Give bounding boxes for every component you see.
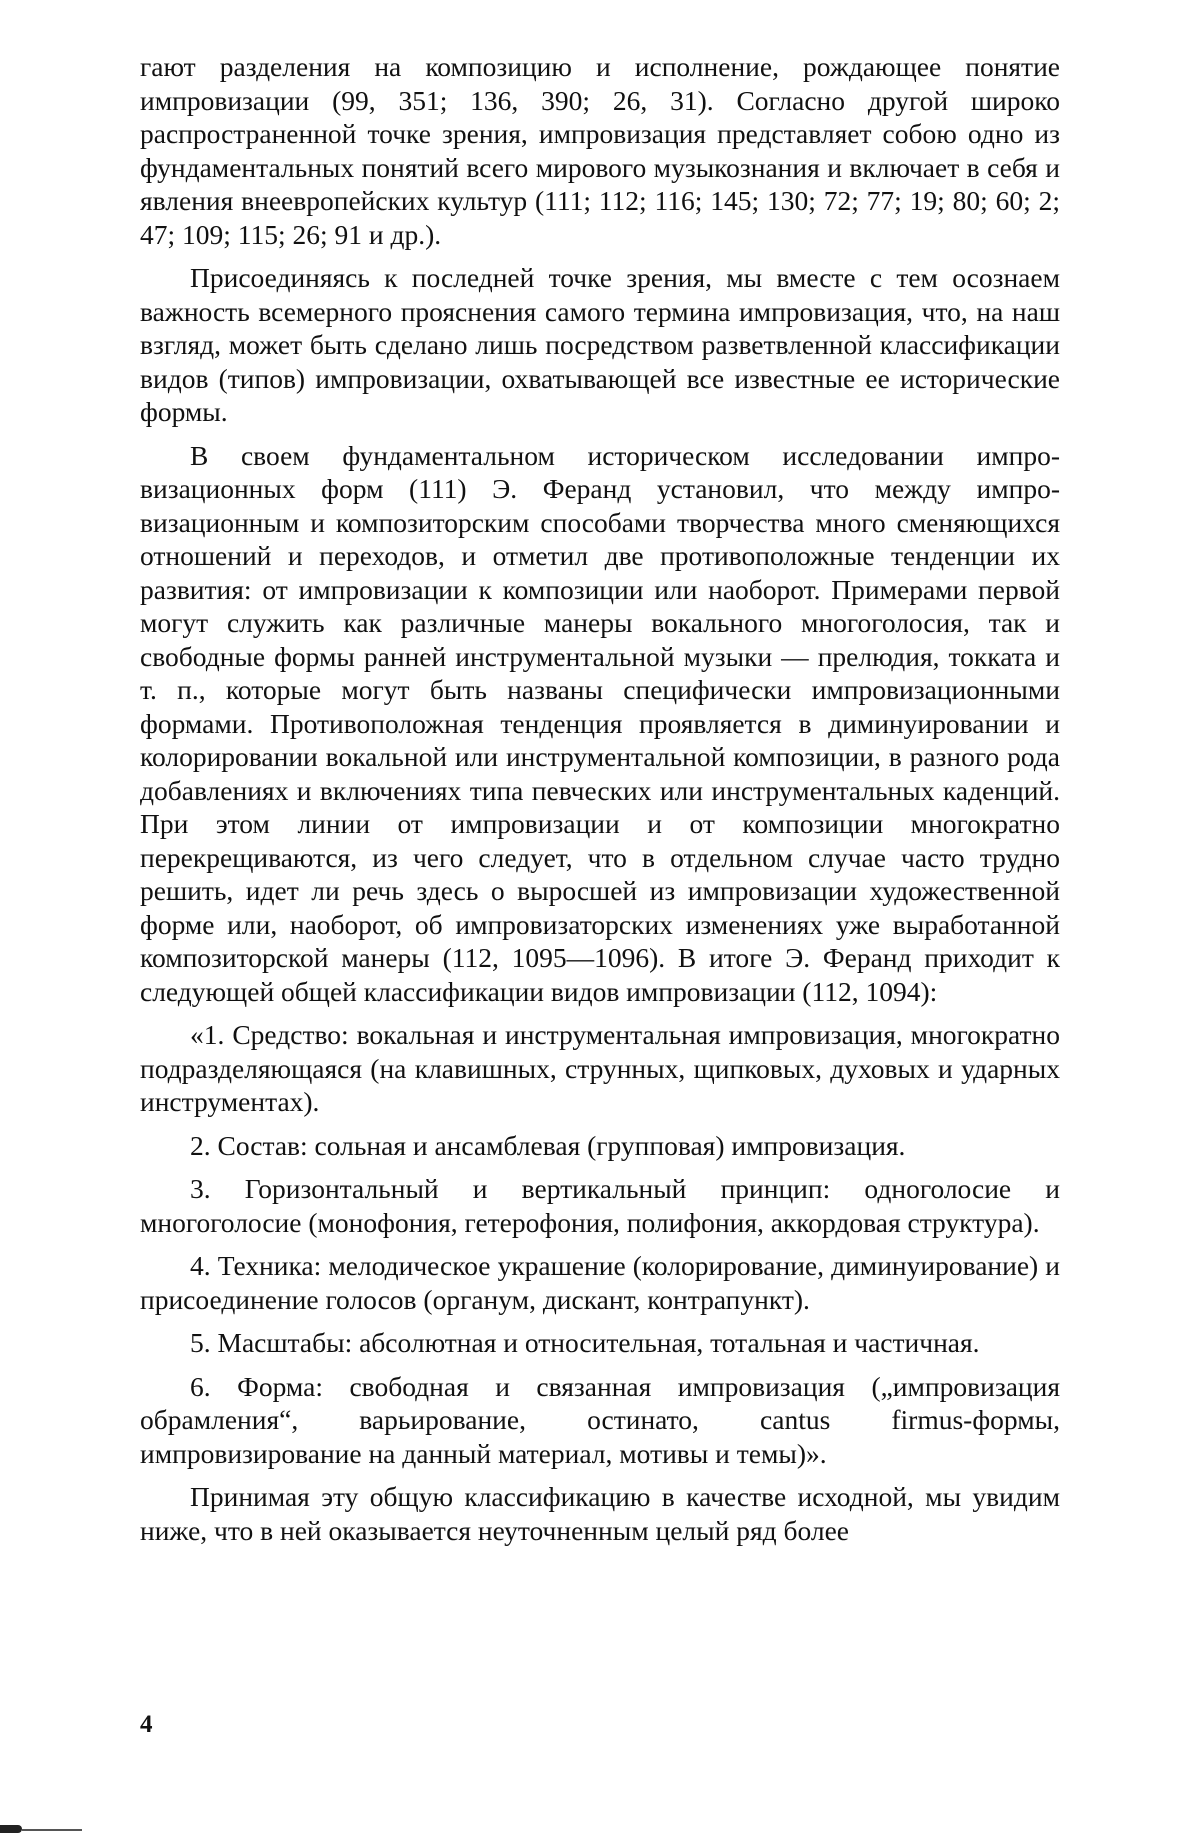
scan-edge-mark bbox=[0, 1825, 22, 1833]
scan-edge-line bbox=[22, 1829, 82, 1831]
paragraph-ferand-research: В своем фундаментальном историческом исследовании импро­визационных форм (111) Э. Феранд установил, что между импро­визационным и композиторским способами творчества много сме­няющихся отношений и переходов, и отметил две противополож­ные тенденции их развития: от импровизации к композиции или наоборот. Примерами первой могут служить как различные манеры вокального многоголосия, так и свободные формы ранней инстру­ментальной музыки — прелюдия, токката и т. п., которые могут быть названы специфически импровизационными формами. Проти­воположная тенденция проявляется в диминуировании и колори­ровании вокальной или инструментальной композиции, в разного рода добавлениях и включениях типа певческих или инструмен­тальных каденций. При этом линии от импровизации и от компо­зиции многократно перекрещиваются, из чего следует, что в от­дельном случае часто трудно решить, идет ли речь здесь о вырос­шей из импровизации художественной форме или, наоборот, об импровизаторских изменениях уже выработанной композиторской манеры (112, 1095—1096). В итоге Э. Феранд приходит к следую­щей общей классификации видов импровизации (112, 1094): bbox=[140, 439, 1060, 1009]
classification-item-5: 5. Масштабы: абсолютная и относительная, тотальная и час­тичная. bbox=[140, 1326, 1060, 1360]
paragraph-accepting-classification: Принимая эту общую классификацию в качестве исходной, мы увидим ниже, что в ней оказывается неуточненным целый ряд более bbox=[140, 1480, 1060, 1547]
page-number: 4 bbox=[140, 1711, 153, 1739]
classification-item-3: 3. Горизонтальный и вертикальный принцип: одноголосие и многоголосие (монофония, гетерофония, полифония, аккордовая структура). bbox=[140, 1172, 1060, 1239]
classification-item-2: 2. Состав: сольная и ансамблевая (групповая) импровизация. bbox=[140, 1129, 1060, 1163]
classification-item-1: «1. Средство: вокальная и инструментальная импровизация, многократно подразделяющаяся (на клавишных, струнных, щип­ковых, духовых и ударных инструментах). bbox=[140, 1018, 1060, 1119]
paragraph-continuation: гают разделения на композицию и исполнение, рождающее поня­тие импровизации (99, 351; 136, 390; 26, 31). Согласно другой широко распространенной точке зрения, импровизация представ­ляет собою одно из фундаментальных понятий всего мирового му­зыкознания и включает в себя и явления внеевропейских культур (111; 112; 116; 145; 130; 72; 77; 19; 80; 60; 2; 47; 109; 115; 26; 91 и др.). bbox=[140, 50, 1060, 251]
classification-item-4: 4. Техника: мелодическое украшение (колорирование, диминуи­рование) и присоединение голосов (органум, дискант, контра­пункт). bbox=[140, 1249, 1060, 1316]
paragraph-joining-view: Присоединяясь к последней точке зрения, мы вместе с тем осоз­наем важность всемерного прояснения самого термина импровиза­ция, что, на наш взгляд, может быть сделано лишь посредством разветвленной классификации видов (типов) импровизации, охва­тывающей все известные ее исторические формы. bbox=[140, 261, 1060, 429]
page-text-column bbox=[140, 50, 1060, 1547]
classification-item-6: 6. Форма: свободная и связанная импровизация („импрови­зация обрамления“, варьирование, остинато, cantus firmus-формы, импровизирование на данный материал, мотивы и те­мы)». bbox=[140, 1370, 1060, 1471]
